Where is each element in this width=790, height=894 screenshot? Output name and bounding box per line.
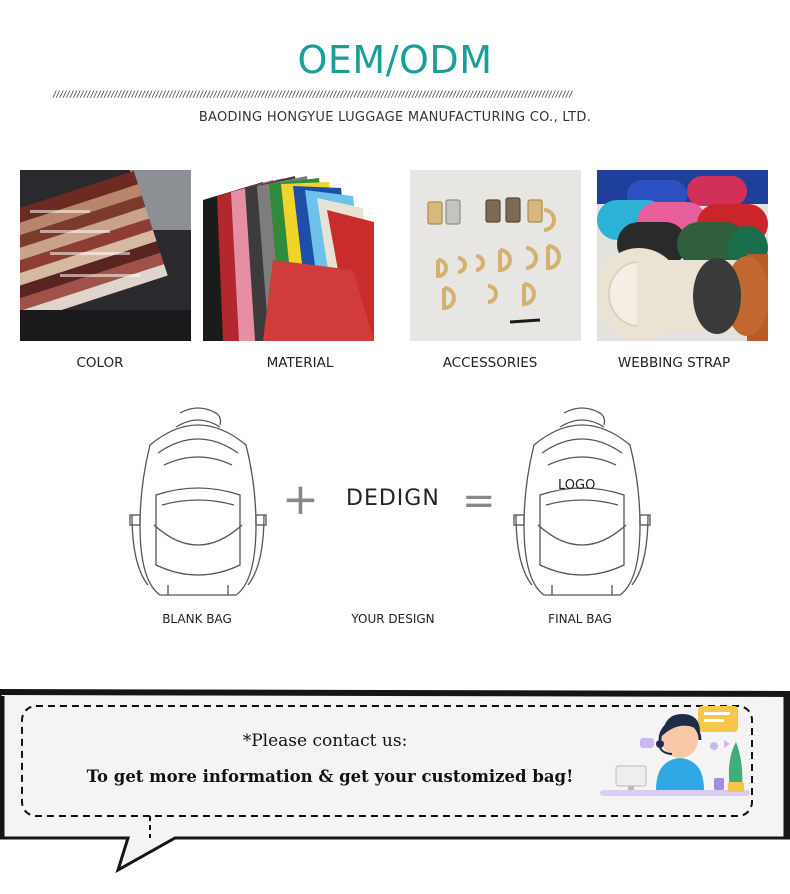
your-design-caption: YOUR DESIGN	[351, 612, 435, 626]
option-label-webbing-strap: WEBBING STRAP	[617, 355, 731, 371]
design-word: DEDIGN	[346, 486, 440, 511]
company-name: BAODING HONGYUE LUGGAGE MANUFACTURING CO., LTD.	[198, 110, 592, 125]
logo-text: LOGO	[558, 478, 596, 493]
equals-icon: =	[462, 478, 496, 524]
contact-prompt: *Please contact us:	[242, 731, 408, 751]
fabric-material-swatches-image	[203, 170, 374, 341]
blank-bag-caption: BLANK BAG	[162, 612, 232, 626]
plus-icon: +	[282, 474, 319, 525]
page-title: OEM/ODM	[297, 38, 493, 82]
contact-cta: To get more information & get your customized bag!	[86, 767, 574, 786]
leather-color-swatches-image	[20, 170, 191, 341]
option-label-material: MATERIAL	[266, 355, 334, 371]
customer-service-agent-icon	[600, 700, 755, 808]
decorative-slash-divider: ////////////////////////////////////////////////////////////////////////////////////////////////////////////////////////////////////////////////////////	[52, 90, 572, 100]
webbing-strap-rolls-image	[597, 170, 768, 341]
metal-buckles-rings-image	[410, 170, 581, 341]
option-label-accessories: ACCESSORIES	[442, 355, 538, 371]
final-bag-caption: FINAL BAG	[548, 612, 612, 626]
final-backpack-illustration	[512, 405, 652, 610]
blank-backpack-illustration	[128, 405, 268, 610]
option-label-color: COLOR	[76, 355, 124, 371]
